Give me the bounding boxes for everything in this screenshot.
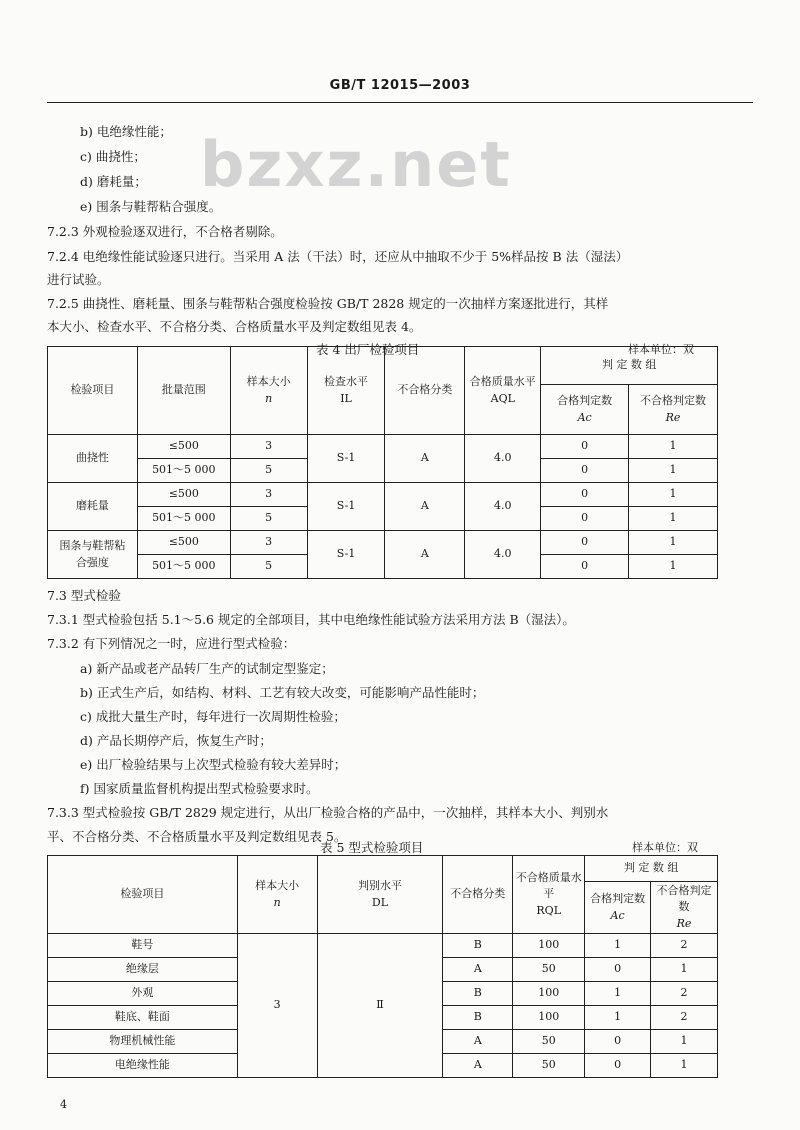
t4-header-aql-label: 合格质量水平: [469, 375, 536, 388]
list-item-d: d) 磨耗量；: [80, 174, 147, 189]
table-row: [48, 483, 718, 507]
t4-n: 3: [230, 435, 307, 459]
t4-ac: 0: [541, 531, 629, 555]
list-item-f2: f) 国家质量监督机构提出型式检验要求时。: [80, 781, 319, 796]
t5-item: 外观: [48, 982, 238, 1006]
t4-level: S-1: [307, 435, 385, 483]
t5-n: 3: [237, 934, 317, 1078]
clause-7-2-5-cont: 本大小、检查水平、不合格分类、合格质量水平及判定数组见表 4。: [47, 319, 422, 334]
t4-header-batch: 批量范围: [137, 347, 230, 435]
table-row: [48, 531, 718, 555]
list-item-e: e) 围条与鞋帮粘合强度。: [80, 199, 222, 214]
t5-header-level: [317, 856, 443, 934]
table4-unit: 样本单位：双: [628, 343, 694, 356]
t4-header-ac: [541, 385, 629, 435]
t5-re: 1: [651, 958, 718, 982]
t4-re: 1: [629, 555, 718, 579]
t4-batch: 501～5 000: [137, 507, 230, 531]
t5-ac: 0: [585, 1054, 651, 1078]
t4-re: 1: [629, 531, 718, 555]
t4-n: 3: [230, 483, 307, 507]
list-item-e2: e) 出厂检验结果与上次型式检验有较大差异时；: [80, 757, 347, 772]
list-item-b2: b) 正式生产后，如结构、材料、工艺有较大改变，可能影响产品性能时；: [80, 685, 485, 700]
t5-re: 2: [651, 934, 718, 958]
t4-header-level-sym: IL: [340, 391, 352, 405]
table-row: [48, 435, 718, 459]
t5-header-sample-sym: n: [273, 895, 281, 909]
clause-7-2-5: 7.2.5 曲挠性、磨耗量、围条与鞋帮粘合强度检验按 GB/T 2828 规定的一次抽样方案逐批进行，其样: [47, 296, 609, 311]
t4-header-ac-label: 合格判定数: [557, 394, 613, 407]
t5-rql: 50: [513, 958, 585, 982]
watermark: bzxz.net: [200, 128, 512, 201]
t4-header-aql: [465, 347, 541, 435]
t5-ac: 1: [585, 1006, 651, 1030]
table5-caption: 表 5 型式检验项目: [320, 840, 424, 855]
t4-header-level-label: 检查水平: [324, 375, 369, 388]
t5-header-sample: [237, 856, 317, 934]
t5-rql: 50: [513, 1030, 585, 1054]
t5-level: Ⅱ: [317, 934, 443, 1078]
t4-ac: 0: [541, 555, 629, 579]
t5-ac: 0: [585, 1030, 651, 1054]
t5-item: 绝缘层: [48, 958, 238, 982]
t4-header-judge: 判 定 数 组: [541, 347, 718, 385]
header-rule: [47, 102, 753, 103]
t4-ac: 0: [541, 435, 629, 459]
t5-header-level-sym: DL: [371, 895, 389, 909]
t4-header-re-label: 不合格判定数: [640, 394, 707, 407]
clause-7-3-3: 7.3.3 型式检验按 GB/T 2829 规定进行，从出厂检验合格的产品中，一次抽样，其样本大小、判别水: [47, 805, 609, 820]
t4-item: 磨耗量: [48, 483, 138, 531]
t4-batch: 501～5 000: [137, 555, 230, 579]
table4: [47, 346, 718, 579]
clause-7-2-3: 7.2.3 外观检验逐双进行，不合格者剔除。: [47, 224, 283, 239]
t4-header-re: [629, 385, 718, 435]
list-item-c: c) 曲挠性；: [80, 149, 146, 164]
t5-header-re-sym: Re: [676, 916, 692, 930]
t5-header-level-label: 判别水平: [357, 879, 402, 892]
t4-aql: 4.0: [465, 435, 541, 483]
t5-ac: 1: [585, 982, 651, 1006]
t5-re: 2: [651, 982, 718, 1006]
t4-level: S-1: [307, 483, 385, 531]
t5-item: 鞋号: [48, 934, 238, 958]
table5: [47, 855, 718, 1078]
list-item-b: b) 电绝缘性能；: [80, 124, 172, 139]
t5-item: 物理机械性能: [48, 1030, 238, 1054]
list-item-c2: c) 成批大量生产时，每年进行一次周期性检验；: [80, 709, 346, 724]
t5-rql: 100: [513, 934, 585, 958]
table-row: [48, 934, 718, 958]
t4-header-ac-sym: Ac: [577, 410, 592, 424]
t4-re: 1: [629, 507, 718, 531]
t4-ac: 0: [541, 483, 629, 507]
clause-7-3: 7.3 型式检验: [47, 588, 121, 603]
t4-header-sample-label: 样本大小: [246, 375, 291, 388]
list-item-a: a) 新产品或老产品转厂生产的试制定型鉴定；: [80, 661, 334, 676]
t4-n: 5: [230, 555, 307, 579]
t5-header-re: [651, 882, 718, 934]
clause-7-2-4-cont: 进行试验。: [47, 272, 110, 287]
table5-unit: 样本单位：双: [632, 841, 698, 854]
t5-rql: 100: [513, 982, 585, 1006]
t4-n: 5: [230, 507, 307, 531]
t4-batch: ≤500: [137, 483, 230, 507]
t4-level: S-1: [307, 531, 385, 579]
list-item-d2: d) 产品长期停产后，恢复生产时；: [80, 733, 272, 748]
clause-7-3-2: 7.3.2 有下列情况之一时，应进行型式检验：: [47, 636, 296, 651]
t4-header-re-sym: Re: [665, 410, 681, 424]
t5-rql: 100: [513, 1006, 585, 1030]
t4-re: 1: [629, 483, 718, 507]
t5-item: 电绝缘性能: [48, 1054, 238, 1078]
t5-header-class: 不合格分类: [443, 856, 513, 934]
t5-header-rql-label: 不合格质量水平: [515, 870, 582, 901]
page-number: 4: [60, 1098, 67, 1111]
t4-item: 曲挠性: [48, 435, 138, 483]
t4-ac: 0: [541, 459, 629, 483]
t5-re: 2: [651, 1006, 718, 1030]
t4-header-item: 检验项目: [48, 347, 138, 435]
t5-header-ac: [585, 882, 651, 934]
t4-class: A: [385, 435, 465, 483]
t4-header-sample-sym: n: [265, 391, 273, 405]
t5-class: A: [443, 1030, 513, 1054]
t5-class: A: [443, 1054, 513, 1078]
t5-header-judge: 判 定 数 组: [585, 856, 718, 882]
t5-header-sample-label: 样本大小: [255, 879, 300, 892]
t4-header-aql-sym: AQL: [490, 391, 515, 405]
t5-ac: 0: [585, 958, 651, 982]
t4-batch: ≤500: [137, 531, 230, 555]
clause-7-3-3-cont: 平、不合格分类、不合格质量水平及判定数组见表 5。: [47, 829, 347, 844]
t5-class: A: [443, 958, 513, 982]
t5-header-item: 检验项目: [48, 856, 238, 934]
t5-header-rql: [513, 856, 585, 934]
clause-7-3-1: 7.3.1 型式检验包括 5.1～5.6 规定的全部项目，其中电绝缘性能试验方法采用方法 B（湿法）。: [47, 612, 575, 627]
t5-header-ac-label: 合格判定数: [590, 892, 646, 905]
t4-n: 5: [230, 459, 307, 483]
standard-header: GB/T 12015—2003: [329, 78, 471, 93]
t5-class: B: [443, 934, 513, 958]
t4-header-sample: [230, 347, 307, 435]
t4-re: 1: [629, 459, 718, 483]
t4-aql: 4.0: [465, 531, 541, 579]
t4-re: 1: [629, 435, 718, 459]
t5-class: B: [443, 982, 513, 1006]
t5-header-ac-sym: Ac: [610, 908, 625, 922]
t4-aql: 4.0: [465, 483, 541, 531]
t5-class: B: [443, 1006, 513, 1030]
table4-caption: 表 4 出厂检验项目: [316, 342, 420, 357]
t4-batch: 501～5 000: [137, 459, 230, 483]
t5-item: 鞋底、鞋面: [48, 1006, 238, 1030]
t4-class: A: [385, 531, 465, 579]
t4-header-class: 不合格分类: [385, 347, 465, 435]
t4-item: 围条与鞋帮粘合强度: [48, 531, 138, 579]
t4-header-level: [307, 347, 385, 435]
clause-7-2-4: 7.2.4 电绝缘性能试验逐只进行。当采用 A 法（干法）时，还应从中抽取不少于 5%样品按 B 法（湿法）: [47, 249, 629, 264]
t4-n: 3: [230, 531, 307, 555]
t5-rql: 50: [513, 1054, 585, 1078]
t5-header-re-label: 不合格判定数: [656, 883, 712, 914]
t4-class: A: [385, 483, 465, 531]
t5-re: 1: [651, 1054, 718, 1078]
t5-ac: 1: [585, 934, 651, 958]
t4-ac: 0: [541, 507, 629, 531]
t5-header-rql-sym: RQL: [536, 903, 561, 917]
t5-re: 1: [651, 1030, 718, 1054]
t4-batch: ≤500: [137, 435, 230, 459]
